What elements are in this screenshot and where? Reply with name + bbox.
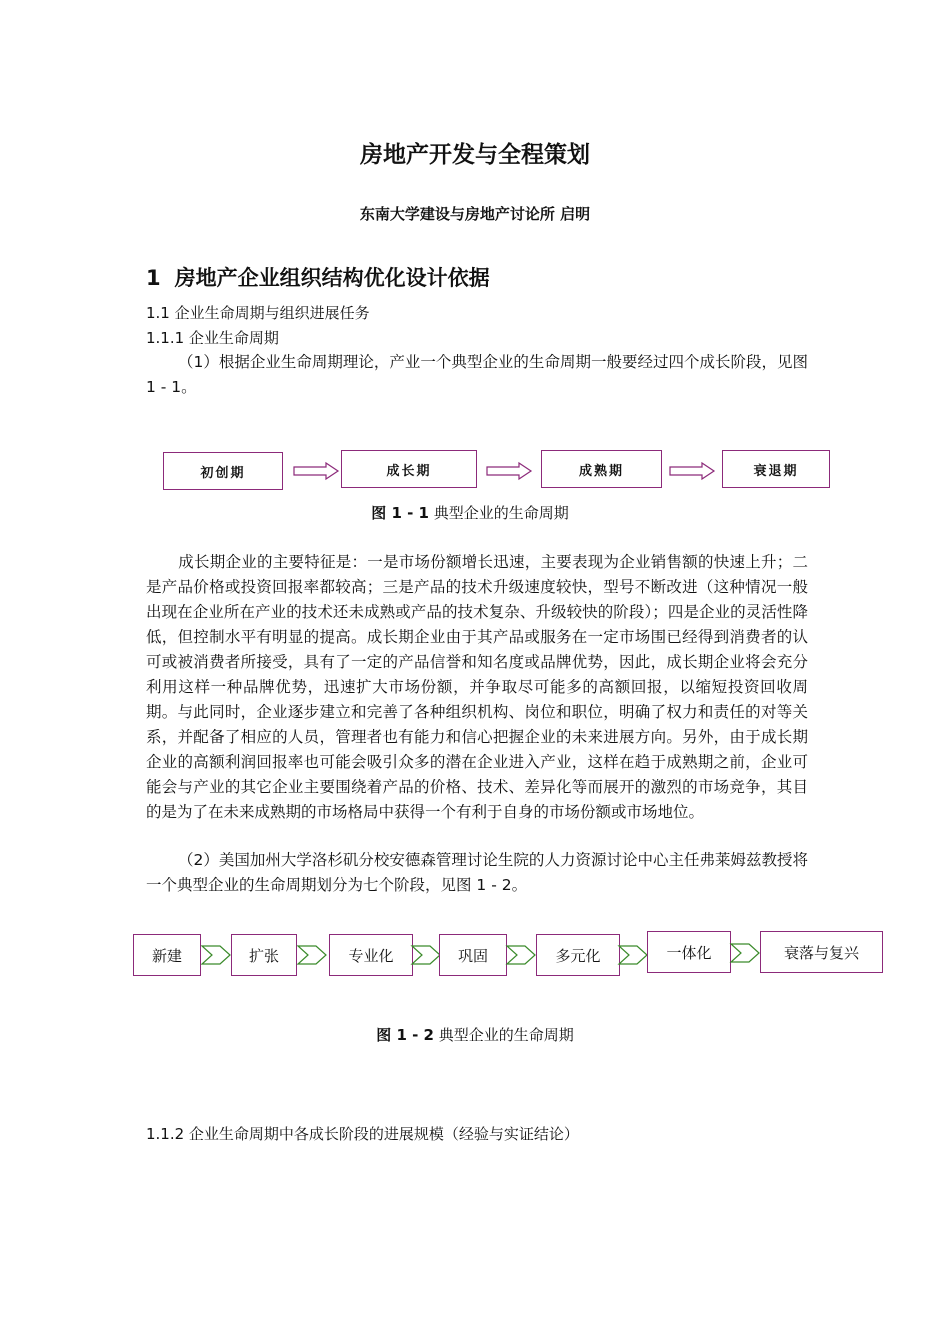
arrow-right-icon	[485, 461, 533, 481]
stage-box	[541, 450, 662, 488]
stage-box	[722, 450, 830, 488]
chevron-arrow-icon	[200, 944, 232, 966]
figure-1-caption	[0, 502, 945, 523]
chevron-arrow-icon	[296, 944, 328, 966]
stage-box	[760, 931, 883, 973]
stage-label: 扩张	[248, 946, 279, 965]
stage-box	[647, 931, 731, 973]
chevron-arrow-icon	[617, 944, 649, 966]
section-title: 房地产企业组织结构优化设计依据	[174, 266, 490, 290]
paragraph-2	[146, 550, 808, 825]
caption-label: 图 1 - 1	[371, 504, 429, 522]
section-number: 1	[146, 266, 161, 290]
caption-label: 图 1 - 2	[376, 1026, 434, 1044]
paragraph-1	[146, 350, 808, 400]
section-heading-1	[146, 262, 490, 292]
stage-label: 新建	[151, 946, 182, 965]
stage-label: 巩固	[457, 946, 488, 965]
stage-label: 衰退期	[753, 463, 799, 479]
caption-text: 典型企业的生命周期	[429, 504, 569, 522]
arrow-right-icon	[668, 461, 716, 481]
figure-1-diagram	[0, 440, 950, 500]
stage-box	[329, 934, 413, 976]
document-title: 房地产开发与全程策划	[360, 142, 590, 168]
paragraph-3	[146, 848, 808, 898]
stage-label: 多元化	[555, 946, 601, 965]
paragraph-1-text: （1）根据企业生命周期理论，产业一个典型企业的生命周期一般要经过四个成长阶段，见图 1 - 1。	[146, 353, 808, 396]
paragraph-3-text: （2）美国加州大学洛杉矶分校安德森管理讨论生院的人力资源讨论中心主任弗莱姆兹教授将一个典型企业的生命周期划分为七个阶段，见图 1 - 2。	[146, 851, 808, 894]
stage-label: 成熟期	[578, 463, 624, 479]
figure-2-diagram	[0, 925, 950, 985]
stage-label: 衰落与复兴	[783, 943, 859, 962]
author-line: 东南大学建设与房地产讨论所 启明	[359, 205, 591, 223]
stage-box	[536, 934, 620, 976]
stage-label: 初创期	[200, 465, 246, 481]
stage-box	[133, 934, 201, 976]
chevron-arrow-icon	[410, 944, 442, 966]
stage-label: 成长期	[386, 463, 432, 479]
figure-2-caption	[0, 1024, 950, 1045]
arrow-right-icon	[292, 461, 340, 481]
stage-box	[231, 934, 297, 976]
stage-label: 专业化	[348, 946, 394, 965]
stage-label: 一体化	[666, 943, 712, 962]
stage-box	[439, 934, 507, 976]
stage-box	[163, 452, 283, 490]
stage-box	[341, 450, 477, 488]
paragraph-2-text: 成长期企业的主要特征是：一是市场份额增长迅速，主要表现为企业销售额的快速上升；二是产品价格或投资回报率都较高；三是产品的技术升级速度较快，型号不断改进（这种情况一般出现在企业所在产业的技术还未成熟或产品的技术复杂、升级较快的阶段）；四是企业的灵活性降低，但控制水平有明显的提高。成长期企业由于其产品或服务在一定市场围已经得到消费者的认可或被消费者所接受，具有了一定的产品信誉和知名度或品牌优势，因此，成长期企业将会充分利用这样一种品牌优势，迅速扩大市场份额，并争取尽可能多的高额回报，以缩短投资回收周期。与此同时，企业逐步建立和完善了各种组织机构、岗位和职位，明确了权力和责任的对等关系，并配备了相应的人员，管理者也有能力和信心把握企业的未来进展方向。另外，由于成长期企业的高额利润回报率也可能会吸引众多的潜在企业进入产业，这样在趋于成熟期之前，企业可能会与产业的其它企业主要围绕着产品的价格、技术、差异化等而展开的激烈的市场竞争，其目的是为了在未来成熟期的市场格局中获得一个有利于自身的市场份额或市场地位。	[146, 553, 808, 821]
chevron-arrow-icon	[505, 944, 537, 966]
chevron-arrow-icon	[729, 942, 761, 964]
caption-text: 典型企业的生命周期	[434, 1026, 574, 1044]
subsection-heading-1-1-1: 1.1.1 企业生命周期	[146, 329, 279, 347]
subsection-heading-1-1-2: 1.1.2 企业生命周期中各成长阶段的进展规模（经验与实证结论）	[146, 1125, 579, 1143]
subsection-heading-1-1: 1.1 企业生命周期与组织进展任务	[146, 304, 370, 322]
